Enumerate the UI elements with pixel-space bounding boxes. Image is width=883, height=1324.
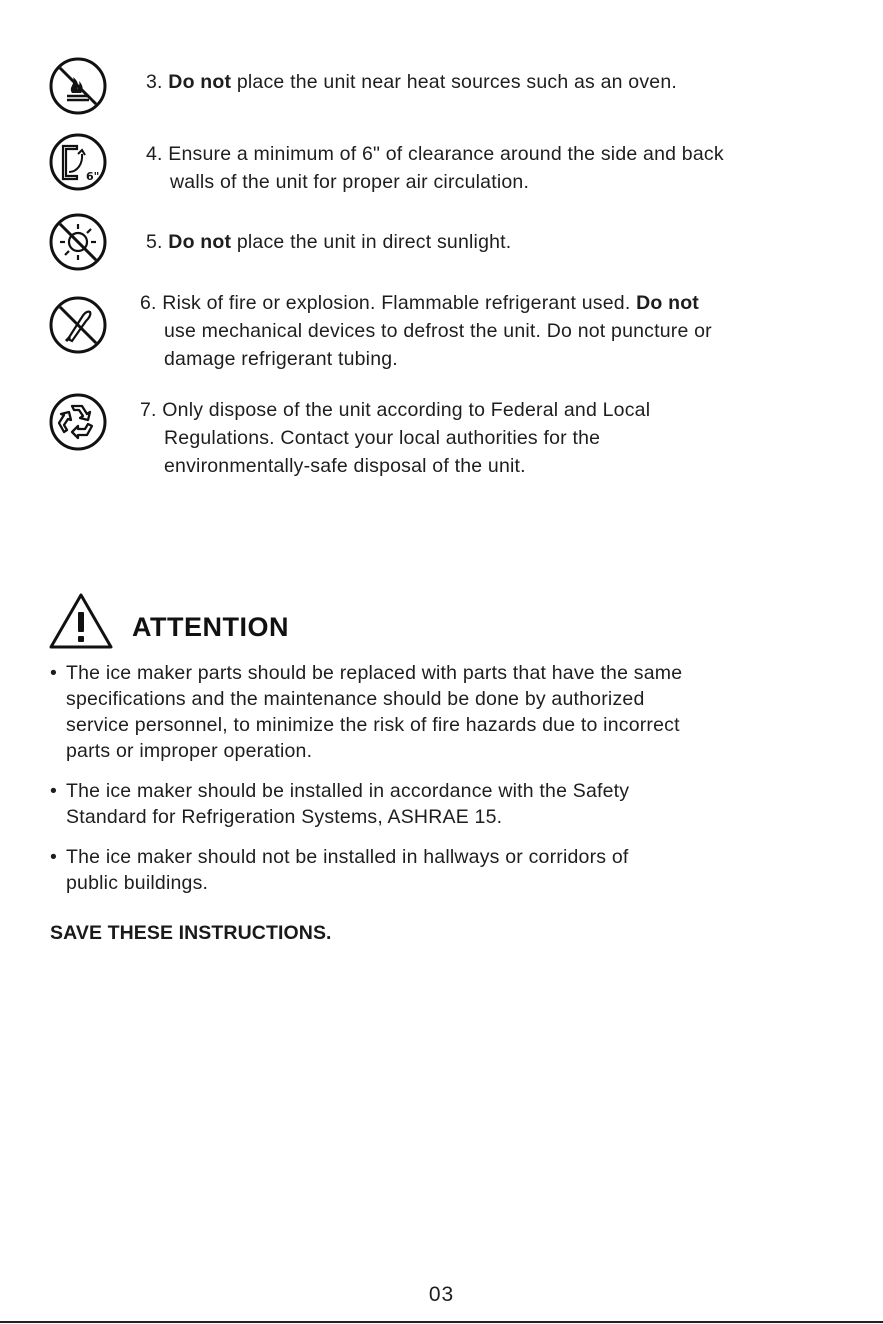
attention-title: ATTENTION — [132, 612, 289, 642]
bullet-icon: • — [50, 780, 58, 802]
list-item-line: parts or improper operation. — [66, 740, 313, 762]
no-sunlight-icon — [48, 212, 108, 272]
bottom-rule — [0, 1321, 883, 1323]
no-sharp-tool-icon — [48, 295, 108, 355]
attention-header — [48, 592, 448, 652]
item-number: 6. — [140, 292, 157, 314]
clearance-icon — [48, 132, 108, 192]
list-item-line: public buildings. — [66, 872, 209, 894]
save-instructions-heading: SAVE THESE INSTRUCTIONS. — [50, 922, 332, 944]
list-item-line: specifications and the maintenance should be done by authorized — [66, 688, 645, 710]
bullet-icon: • — [50, 662, 58, 684]
clearance-label: 6" — [86, 170, 100, 183]
item-number: 4. — [146, 143, 163, 165]
recycle-icon — [48, 392, 108, 452]
item-text-line: Ensure a minimum of 6" of clearance around the side and back — [168, 143, 724, 165]
warning-triangle-icon — [48, 592, 114, 650]
list-item-line: The ice maker should not be installed in hallways or corridors of — [66, 846, 629, 868]
list-item-line: service personnel, to minimize the risk of fire hazards due to incorrect — [66, 714, 680, 736]
no-heat-icon — [48, 56, 108, 116]
item-text-line: Only dispose of the unit according to Federal and Local — [162, 399, 651, 421]
item-number: 7. — [140, 399, 157, 421]
item-text-line: place the unit near heat sources such as an oven. — [231, 71, 678, 93]
page-number: 03 — [428, 1283, 455, 1306]
list-item-line: Standard for Refrigeration Systems, ASHRAE 15. — [66, 806, 503, 828]
item-text-line: walls of the unit for proper air circulation. — [170, 171, 530, 193]
item-text-line: Regulations. Contact your local authorities for the — [164, 427, 601, 449]
item-text-line: Risk of fire or explosion. Flammable refrigerant used. — [162, 292, 637, 314]
list-item — [50, 778, 850, 830]
item-text-line: use mechanical devices to defrost the unit. Do not puncture or — [164, 320, 712, 342]
emphasis: Do not — [636, 292, 700, 314]
attention-list — [50, 660, 850, 910]
item-text-line: place the unit in direct sunlight. — [231, 231, 512, 253]
list-item — [50, 844, 850, 896]
list-item — [50, 660, 850, 764]
emphasis: Do not — [168, 71, 232, 93]
item-number: 5. — [146, 231, 163, 253]
list-item-line: The ice maker parts should be replaced with parts that have the same — [66, 662, 683, 684]
list-item-line: The ice maker should be installed in accordance with the Safety — [66, 780, 630, 802]
item-text-line: environmentally-safe disposal of the unit. — [164, 455, 526, 477]
item-text-line: damage refrigerant tubing. — [164, 348, 398, 370]
emphasis: Do not — [168, 231, 232, 253]
item-number: 3. — [146, 71, 163, 93]
bullet-icon: • — [50, 846, 58, 868]
